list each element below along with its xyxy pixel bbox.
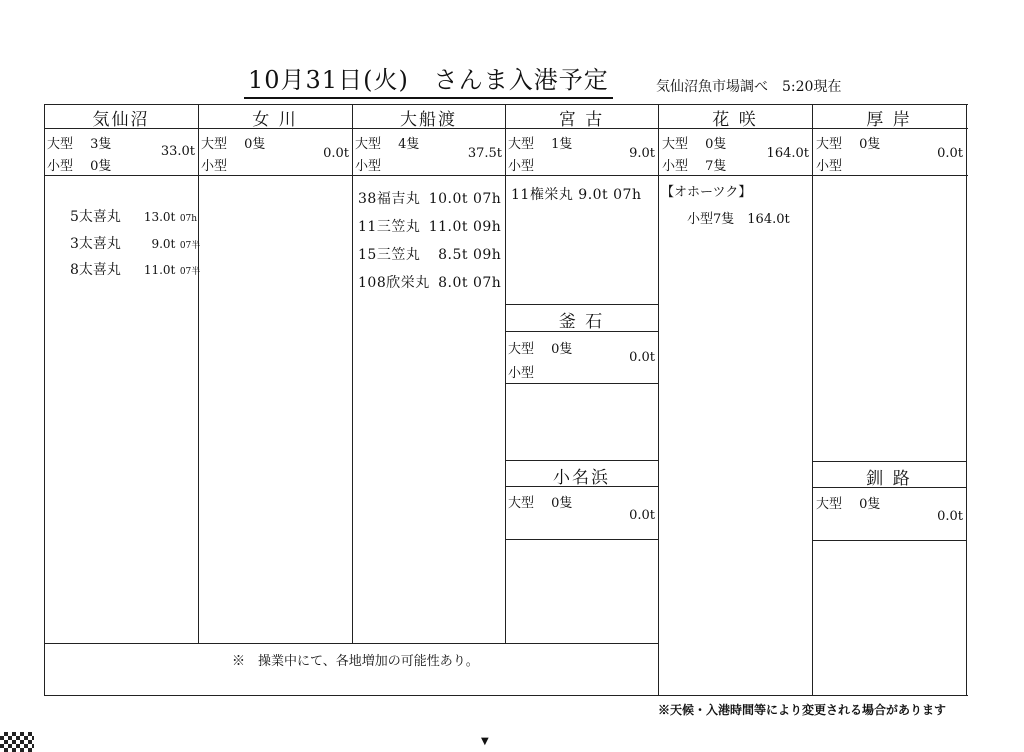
list-item — [511, 184, 641, 204]
ship-name: 108欣栄丸 — [358, 275, 430, 291]
ship-tons: 9.0t — [151, 237, 176, 251]
port-header-hanasaki: 花 咲 — [712, 110, 758, 130]
port-header-onagawa: 女 川 — [252, 110, 298, 130]
ship-name: 11権栄丸 — [511, 187, 574, 203]
ship-tons: 11.0t — [428, 219, 468, 235]
list-item — [70, 259, 200, 279]
akkeshi-total: 0.0t — [937, 146, 963, 161]
hanasaki-group-line: 小型7隻 164.0t — [687, 212, 790, 227]
operation-note: ※ 操業中にて、各地増加の可能性あり。 — [232, 654, 479, 669]
ship-time: 07h — [472, 275, 502, 291]
miyako-large: 大型 1隻 — [508, 137, 573, 152]
kesennuma-total: 33.0t — [160, 144, 195, 159]
ship-time: 09h — [472, 247, 502, 263]
port-header-kesennuma: 気仙沼 — [92, 110, 150, 130]
ofunato-small: 小型 — [355, 159, 382, 174]
ship-name: 3太喜丸 — [70, 236, 121, 252]
grid-line — [505, 304, 658, 305]
onagawa-small: 小型 — [201, 159, 228, 174]
grid-line — [44, 104, 45, 695]
ship-tons: 9.0t — [578, 187, 609, 203]
onagawa-total: 0.0t — [323, 146, 349, 161]
hanasaki-group-label: 【オホーツク】 — [661, 185, 752, 200]
ship-name: 38福吉丸 — [358, 191, 421, 207]
grid-line — [658, 104, 659, 695]
list-item — [358, 244, 501, 264]
grid-line — [812, 104, 813, 695]
grid-line — [505, 383, 658, 384]
port-header-kushiro: 釧 路 — [866, 469, 912, 489]
kesennuma-large: 大型 3隻 — [47, 137, 112, 152]
ship-time: 09h — [472, 219, 502, 235]
port-header-ofunato: 大船渡 — [400, 110, 457, 130]
ship-name: 5太喜丸 — [70, 209, 121, 225]
grid-line — [966, 104, 967, 695]
miyako-small: 小型 — [508, 159, 535, 174]
hanasaki-large: 大型 0隻 — [662, 137, 727, 152]
grid-line — [44, 175, 968, 176]
ship-name: 11三笠丸 — [358, 219, 421, 235]
grid-line — [505, 539, 658, 540]
onahama-total: 0.0t — [629, 508, 655, 523]
list-item — [358, 216, 501, 236]
miyako-total: 9.0t — [629, 146, 655, 161]
port-header-akkeshi: 厚 岸 — [866, 110, 912, 130]
grid-line — [505, 460, 658, 461]
list-item — [358, 188, 501, 208]
port-header-miyako: 宮 古 — [558, 110, 605, 130]
port-header-onahama: 小名浜 — [553, 468, 610, 488]
hanasaki-small: 小型 7隻 — [662, 159, 727, 174]
kamaishi-small: 小型 — [508, 366, 535, 381]
ship-tons: 8.5t — [438, 247, 468, 263]
ship-time: 07h — [613, 187, 642, 203]
grid-line — [44, 695, 968, 696]
ship-time: 07h — [472, 191, 502, 207]
grid-line — [505, 104, 506, 643]
ofunato-total: 37.5t — [467, 146, 502, 161]
kamaishi-total: 0.0t — [629, 350, 655, 365]
ship-tons: 11.0t — [143, 263, 176, 277]
ship-name: 15三笠丸 — [358, 247, 421, 263]
list-item — [70, 233, 200, 253]
ship-time: 07半 — [179, 241, 201, 251]
list-item — [358, 272, 501, 292]
kushiro-total: 0.0t — [937, 509, 963, 524]
ofunato-large: 大型 4隻 — [355, 137, 420, 152]
ship-time: 07半 — [179, 267, 201, 277]
hanasaki-total: 164.0t — [766, 146, 809, 161]
ship-tons: 13.0t — [143, 210, 176, 224]
page-down-icon: ▼ — [481, 736, 489, 747]
port-header-kamaishi: 釜 石 — [558, 312, 605, 332]
ship-time: 07h — [179, 214, 198, 224]
akkeshi-small: 小型 — [816, 159, 843, 174]
kamaishi-large: 大型 0隻 — [508, 342, 573, 357]
list-item — [70, 206, 197, 226]
scan-pattern — [0, 732, 34, 752]
grid-line — [812, 461, 966, 462]
onahama-large: 大型 0隻 — [508, 496, 573, 511]
kushiro-large: 大型 0隻 — [816, 497, 881, 512]
ship-name: 8太喜丸 — [70, 262, 121, 278]
ship-tons: 8.0t — [438, 275, 468, 291]
grid-line — [44, 643, 658, 644]
grid-line — [198, 104, 199, 643]
grid-line — [812, 540, 966, 541]
page-subtitle: 気仙沼魚市場調べ 5:20現在 — [656, 79, 842, 95]
footer-note: ※天候・入港時間等により変更される場合があります — [658, 703, 947, 717]
grid-line — [352, 104, 353, 643]
page-title: 10月31日(火) さんま入港予定 — [244, 60, 613, 99]
onagawa-large: 大型 0隻 — [201, 137, 266, 152]
kesennuma-small: 小型 0隻 — [47, 159, 112, 174]
akkeshi-large: 大型 0隻 — [816, 137, 881, 152]
ship-tons: 10.0t — [428, 191, 468, 207]
